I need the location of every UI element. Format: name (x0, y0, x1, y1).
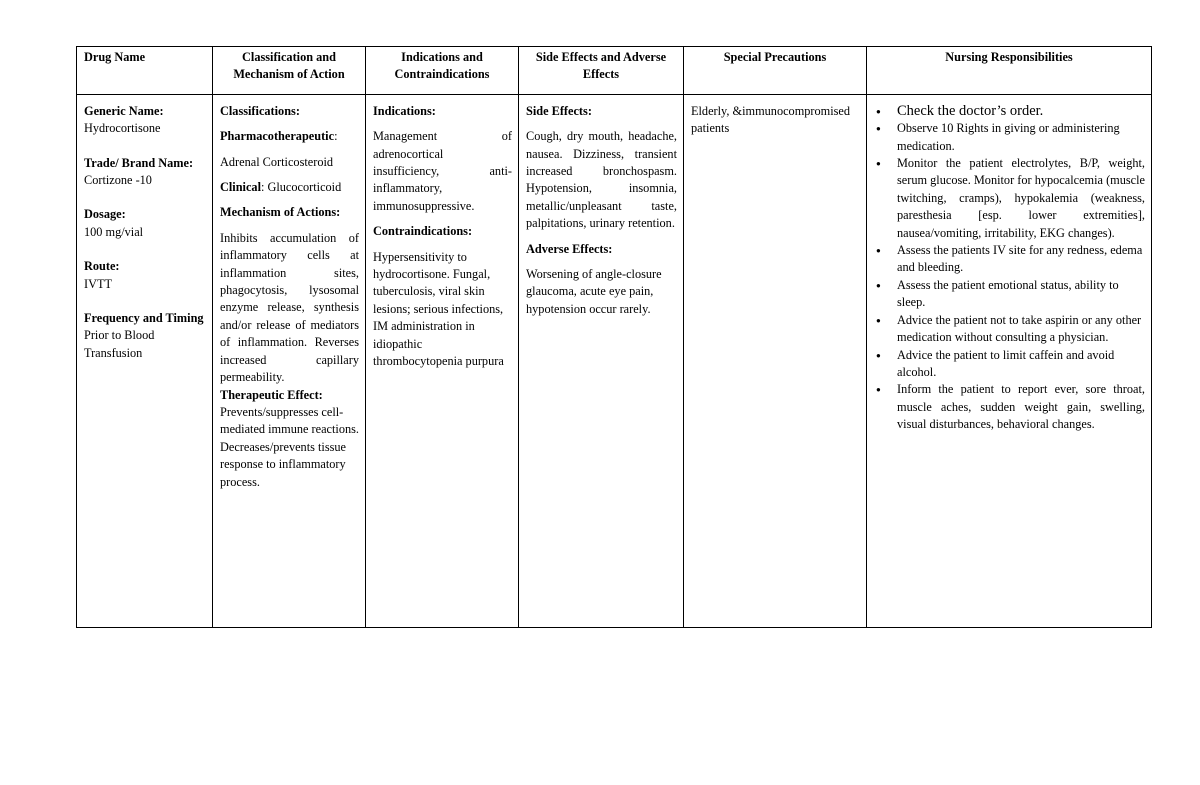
header-row (77, 47, 1152, 95)
header-side-effects: Side Effects and Adverse Effects (519, 47, 684, 95)
therapeutic-effect-label: Therapeutic Effect: (220, 387, 323, 402)
generic-name-label: Generic Name: (84, 103, 164, 118)
list-item: ● Check the doctor’s order. (897, 103, 1145, 120)
pharmacotherapeutic-value: Adrenal Corticosteroid (220, 154, 334, 169)
cell-nursing-responsibilities (867, 94, 1152, 627)
list-item: ● Assess the patients IV site for any redness, edema and bleeding. (897, 242, 1145, 277)
header-nursing-responsibilities: Nursing Responsibilities (867, 47, 1152, 95)
cell-drug-name (77, 94, 213, 627)
dosage-value: 100 mg/vial (84, 224, 144, 239)
route-label: Route: (84, 259, 120, 274)
therapeutic-effect-value: Prevents/suppresses cell-mediated immune reactions. Decreases/prevents tissue response to inflammatory process. (220, 404, 359, 489)
trade-name-value: Cortizone -10 (84, 173, 152, 188)
pharmacotherapeutic-colon: : (334, 129, 338, 144)
adverse-effects-value: Worsening of angle-closure glaucoma, acute eye pain, hypotension occur rarely. (526, 267, 662, 316)
header-drug-name: Drug Name (77, 47, 213, 95)
route-value: IVTT (84, 276, 112, 291)
mechanism-value: Inhibits accumulation of inflammatory cells at inflammation sites, phagocytosis, lysosomal enzyme release, synthesis and/or release of mediators of inflammation. Reverses increased capillary permeability. (220, 230, 359, 385)
classifications-label: Classifications: (220, 103, 300, 118)
generic-name-value: Hydrocortisone (84, 121, 161, 136)
cell-indications (366, 94, 519, 627)
indications-label: Indications: (373, 103, 436, 118)
contraindications-value: Hypersensitivity to hydrocortisone. Fungal, tuberculosis, viral skin lesions; serious infections, IM administration in idiopathic thrombocytopenia purpura (373, 249, 504, 369)
mechanism-label: Mechanism of Actions: (220, 205, 341, 220)
trade-name-label: Trade/ Brand Name: (84, 155, 194, 170)
frequency-label: Frequency and Timing (84, 311, 204, 326)
side-effects-value: Cough, dry mouth, headache, nausea. Dizziness, transient increased bronchospasm. Hypotension, insomnia, metallic/unpleasant taste, palpitations, urinary retention. (526, 129, 677, 231)
list-item: ● Advice the patient to limit caffein and avoid alcohol. (897, 347, 1145, 382)
header-special-precautions: Special Precautions (684, 47, 867, 95)
cell-classification (213, 94, 366, 627)
pharmacotherapeutic-label: Pharmacotherapeutic (220, 129, 335, 144)
adverse-effects-label: Adverse Effects: (526, 241, 613, 256)
drug-row (77, 94, 1152, 627)
nursing-list (874, 103, 1145, 434)
list-item: ● Monitor the patient electrolytes, B/P, weight, serum glucose. Monitor for hypocalcemia (muscle twitching, cramps), hypokalemia (weakness, paresthesia [esp. lower extremities], nausea/vomiting, irritability, EKG changes). (897, 155, 1145, 242)
drug-study-table (76, 46, 1152, 628)
clinical-value: : Glucocorticoid (261, 180, 342, 195)
side-effects-label: Side Effects: (526, 103, 592, 118)
indications-value: Management of adrenocortical insufficiency, anti-inflammatory, immunosuppressive. (373, 129, 512, 213)
header-classification: Classification and Mechanism of Action (213, 47, 366, 95)
list-item: ● Inform the patient to report ever, sore throat, muscle aches, sudden weight gain, swelling, visual disturbances, behavioral changes. (897, 381, 1145, 433)
list-item: ● Assess the patient emotional status, ability to sleep. (897, 277, 1145, 312)
frequency-value: Prior to Blood Transfusion (84, 328, 155, 360)
header-indications: Indications and Contraindications (366, 47, 519, 95)
contraindications-label: Contraindications: (373, 224, 473, 239)
dosage-label: Dosage: (84, 207, 126, 222)
list-item: ● Advice the patient not to take aspirin or any other medication without consulting a physician. (897, 312, 1145, 347)
clinical-label: Clinical (220, 180, 261, 195)
precautions-text: Elderly, &immunocompromised patients (691, 103, 851, 136)
cell-side-effects (519, 94, 684, 627)
cell-special-precautions (684, 94, 867, 627)
list-item: ● Observe 10 Rights in giving or administering medication. (897, 120, 1145, 155)
